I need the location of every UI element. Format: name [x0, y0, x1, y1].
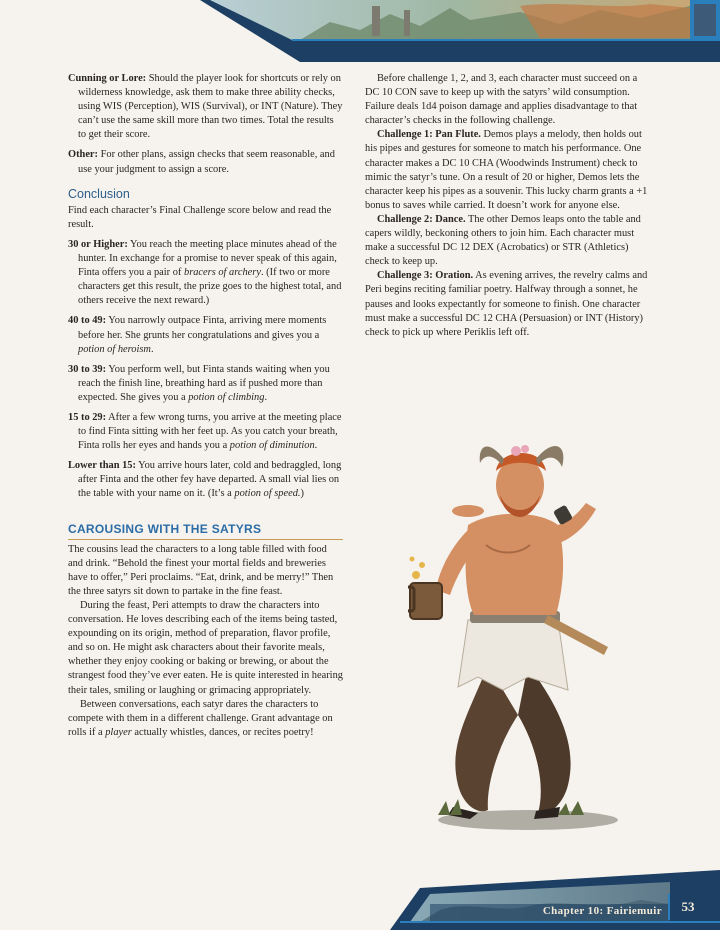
page-number: 53 — [668, 894, 706, 920]
tier-3-score: 30 to 39: — [68, 363, 107, 375]
tier-3-text: You perform well, but Finta stands waiting when you reach the finish line, breathing hard as if pushed more than expected. She gives you a — [78, 363, 330, 403]
carousing-heading: CAROUSING WITH THE SATYRS — [68, 522, 343, 540]
cunning-text: Should the player look for shortcuts or rely on wilderness knowledge, ask them to make three ability checks, using WIS (Perception), WIS (Survival), or INT (Nature). They can’t use the same skill more than two times. Total the results to get their score. — [78, 73, 343, 141]
result-tier-1 — [68, 238, 344, 308]
satyr-illustration — [408, 415, 630, 835]
challenge-3 — [365, 269, 648, 339]
challenge-1-text: Demos plays a melody, then holds out his pipes and gestures for someone to match his performance. One character makes a DC 10 CHA (Woodwinds Instrument) check to mimic the satyr’s tune. On a result of 20 or higher, Demos lets the character keep his pipes as a souvenir. This lucky charm grants a +1 bonus to saves while carried. It doesn’t work for anyone else. — [365, 129, 648, 211]
carousing-p3-emphasis: player — [105, 726, 132, 738]
tier-4-reward: potion of diminution — [229, 440, 315, 452]
result-tier-5 — [68, 459, 344, 501]
tier-5-reward: potion of speed. — [234, 488, 301, 500]
tier-2-text: You narrowly outpace Finta, arriving mere moments before her. She grunts her congratulations and gives you a — [78, 315, 327, 341]
challenge-2-text: The other Demos leaps onto the table and capers wildly, beckoning others to join him. Each character must make a successful DC 12 DEX (Acrobatics) or STR (Athletics) check to keep up. — [365, 213, 641, 268]
tier-4-score: 15 to 29: — [68, 411, 107, 423]
tier-5-text: You arrive hours later, cold and bedraggled, long after Finta and the other fey have departed. A small vial lies on the table with your name on it. (It’s a — [78, 460, 342, 500]
challenge-1 — [365, 128, 648, 213]
other-term: Other: — [68, 149, 99, 161]
carousing-paragraph-2: During the feast, Peri attempts to draw the characters into conversation. He loves describing each of the items being tasted, expounding on its origin, method of preparation, flavor profile, and so on. He might ask characters about their favorite meals, whether they enjoy cooking or baking or brewing, or about the strangest food they’ve ever eaten. He is quite interested in hearing their tales, smiling or laughing or grimacing appropriately. — [68, 600, 343, 696]
cunning-term: Cunning or Lore: — [68, 73, 147, 84]
cunning-paragraph — [68, 72, 344, 142]
tier-5-score: Lower than 15: — [68, 460, 136, 472]
chapter-footer: Chapter 10: Fairiemuir — [542, 905, 662, 917]
tier-1-text: You reach the meeting place minutes ahead of the hunter. In exchange for a promise to never speak of this again, Finta offers you a pair of — [78, 238, 337, 279]
challenge-1-title: Challenge 1: Pan Flute. — [377, 129, 481, 141]
conclusion-intro: Find each character’s Final Challenge score below and read the result. — [68, 204, 332, 230]
tier-2-reward: potion of heroism — [78, 343, 151, 355]
other-text: For other plans, assign checks that seem reasonable, and use your judgment to assign a score. — [78, 149, 335, 175]
carousing-paragraph-3 — [68, 698, 344, 740]
tier-4-text: After a few wrong turns, you arrive at the meeting place to find Finta sitting with her feet up. As you catch your breath, Finta rolls her eyes and hands you a — [78, 411, 342, 452]
carousing-p3-text: Between conversations, each satyr dares the characters to compete with them in a different challenge. Grant advantage on rolls if a — [68, 698, 333, 738]
carousing-p3-text-end: actually whistles, dances, or recites poetry! — [131, 726, 314, 738]
result-tier-4 — [68, 411, 344, 453]
carousing-paragraph-1: The cousins lead the characters to a long table filled with food and drink. “Behold the finest your mortal fields and breweries have to offer,” Peri proclaims. “Eat, drink, and be merry!” Then the three satyrs sit down to partake in the fine feast. — [68, 543, 334, 597]
footer-banner — [0, 870, 720, 930]
tier-3-reward: potion of climbing — [188, 391, 265, 403]
tier-1-score: 30 or Higher: — [68, 238, 128, 250]
top-banner-art — [0, 0, 720, 62]
challenge-3-text: As evening arrives, the revelry calms and Peri begins reciting familiar poetry. Halfway through a sonnet, he pauses and looks expectantly for someone to finish. One character must make a successful DC 12 CHA (Persuasion) or INT (History) check to pick up where Periklis left off. — [365, 270, 648, 338]
tier-2-score: 40 to 49: — [68, 315, 107, 327]
conclusion-heading: Conclusion — [68, 186, 130, 201]
result-tier-2 — [68, 314, 344, 356]
tier-5-text-end: ) — [300, 488, 304, 500]
other-paragraph — [68, 148, 344, 176]
challenge-2 — [365, 213, 648, 269]
tier-3-text-end: . — [264, 391, 268, 403]
left-column — [68, 72, 344, 740]
tier-2-text-end: . — [150, 343, 154, 355]
challenge-3-title: Challenge 3: Oration. — [377, 270, 474, 282]
result-tier-3 — [68, 363, 344, 405]
tier-1-reward: bracers of archery — [184, 267, 261, 279]
tier-1-text-end: . (If two or more characters get this result, the prize goes to the highest total, and others receive the next reward.) — [78, 267, 342, 307]
tier-4-text-end: . — [314, 440, 318, 452]
challenge-intro: Before challenge 1, 2, and 3, each character must succeed on a DC 10 CON save to keep up with the satyrs’ wild consumption. Failure deals 1d4 poison damage and applies disadvantage to that character’s checks in the following challenge. — [365, 73, 638, 127]
right-column — [365, 72, 648, 340]
challenge-2-title: Challenge 2: Dance. — [377, 213, 466, 225]
